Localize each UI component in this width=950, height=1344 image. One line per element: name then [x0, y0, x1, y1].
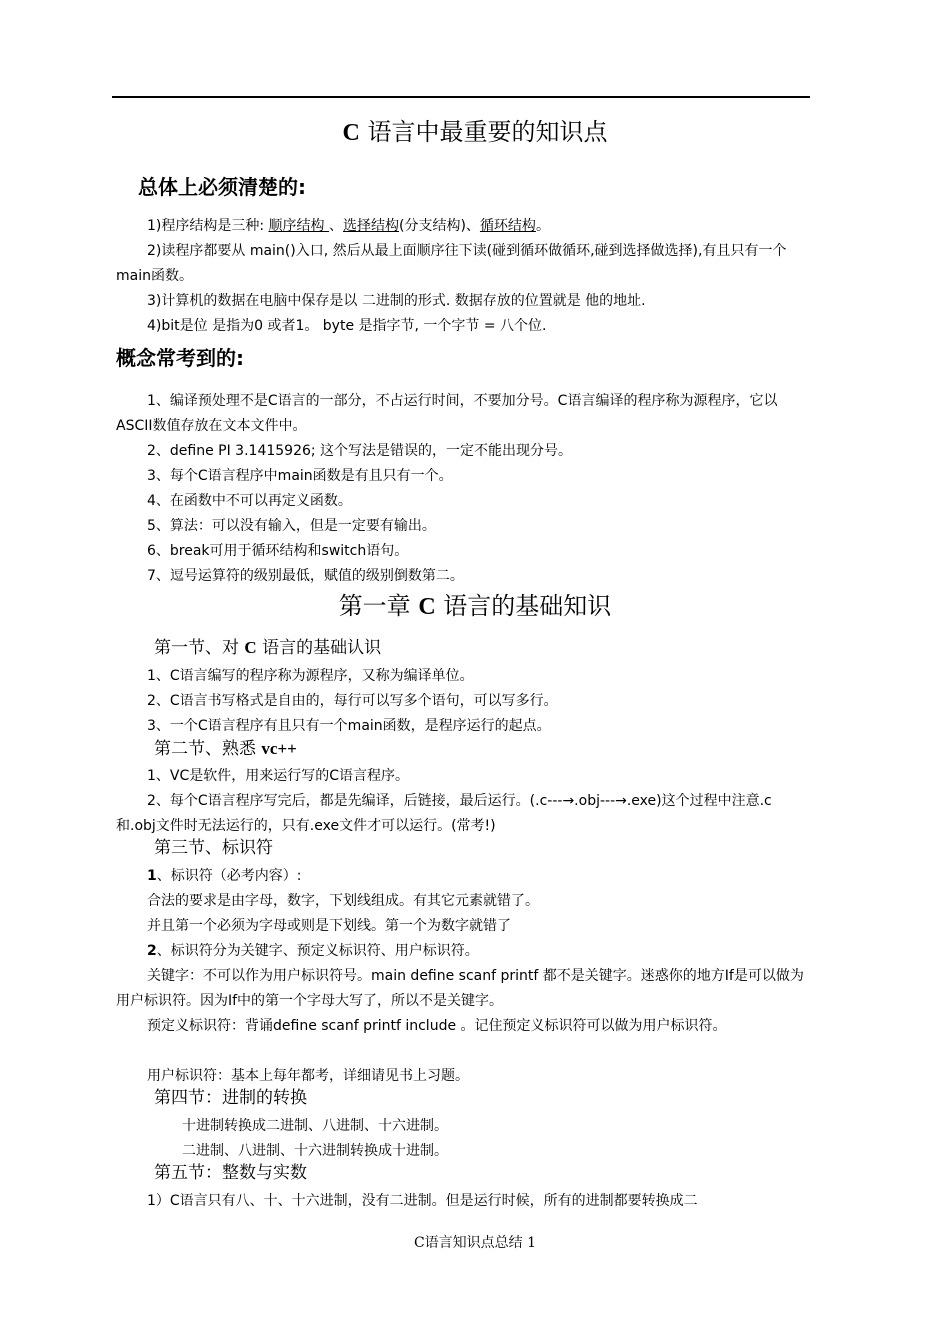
overall-p3: 3)计算机的数据在电脑中保存是以 二进制的形式. 数据存放的位置就是 他的地址.: [147, 293, 646, 309]
s1-item-3: 3、一个C语言程序有且只有一个main函数，是程序运行的起点。: [147, 718, 551, 734]
page-title: C 语言中最重要的知识点: [342, 118, 608, 146]
s3-sub-1: 1、标识符（必考内容）:: [147, 868, 302, 884]
s2-item-1: 1、VC是软件，用来运行写的C语言程序。: [147, 768, 410, 784]
s1-item-1: 1、C语言编写的程序称为源程序，又称为编译单位。: [147, 668, 474, 684]
concept-item-5: 5、算法：可以没有输入，但是一定要有输出。: [147, 518, 436, 534]
section-4-heading: 第四节：进制的转换: [154, 1088, 307, 1108]
concepts-heading: 概念常考到的:: [116, 346, 244, 370]
overall-p1: 1)程序结构是三种: 顺序结构 、选择结构(分支结构)、循环结构。: [147, 218, 550, 234]
page-footer: C语言知识点总结 1: [413, 1235, 537, 1251]
concept-item-3: 3、每个C语言程序中main函数是有且只有一个。: [147, 468, 453, 484]
section-2-heading: 第二节、熟悉 vc++: [154, 739, 297, 759]
concept-item-1: 1、编译预处理不是C语言的一部分，不占运行时间，不要加分号。C语言编译的程序称为源程序，它以ASCII数值存放在文本文件中。: [116, 393, 778, 434]
header-rule: [112, 96, 810, 98]
concept-item-4: 4、在函数中不可以再定义函数。: [147, 493, 352, 509]
s3-line-1: 合法的要求是由字母，数字，下划线组成。有其它元素就错了。: [147, 893, 539, 909]
overall-p4: 4)bit是位 是指为0 或者1。 byte 是指字节, 一个字节 = 八个位.: [147, 318, 547, 334]
s4-line-1: 十进制转换成二进制、八进制、十六进制。: [182, 1118, 448, 1134]
section-1-heading: 第一节、对 C 语言的基础认识: [154, 638, 382, 658]
overall-p2: 2)读程序都要从 main()入口, 然后从最上面顺序往下读(碰到循环做循环,碰到选择做选择),有且只有一个main函数。: [116, 243, 787, 284]
overall-heading: 总体上必须清楚的:: [138, 175, 306, 199]
concept-item-7: 7、逗号运算符的级别最低，赋值的级别倒数第二。: [147, 568, 464, 584]
s3-keywords: 关键字：不可以作为用户标识符号。main define scanf printf 都不是关键字。迷惑你的地方If是可以做为用户标识符。因为If中的第一个字母大写了，所以不是关键字。: [116, 968, 804, 1009]
s3-predefined: 预定义标识符：背诵define scanf printf include 。记住预定义标识符可以做为用户标识符。: [147, 1018, 727, 1034]
s5-line-1: 1）C语言只有八、十、十六进制，没有二进制。但是运行时候，所有的进制都要转换成二: [147, 1193, 698, 1209]
section-5-heading: 第五节：整数与实数: [154, 1163, 307, 1183]
s1-item-2: 2、C语言书写格式是自由的，每行可以写多个语句，可以写多行。: [147, 693, 558, 709]
s2-item-2: 2、每个C语言程序写完后，都是先编译，后链接，最后运行。(.c---→.obj---→.exe)这个过程中注意.c和.obj文件时无法运行的，只有.exe文件才可以运行。(常考!): [116, 793, 772, 834]
chapter-title: 第一章 C 语言的基础知识: [338, 592, 612, 620]
s3-user: 用户标识符：基本上每年都考，详细请见书上习题。: [147, 1068, 469, 1084]
s3-sub-2: 2、标识符分为关键字、预定义标识符、用户标识符。: [147, 943, 479, 959]
concept-item-6: 6、break可用于循环结构和switch语句。: [147, 543, 409, 559]
section-3-heading: 第三节、标识符: [154, 838, 273, 858]
s4-line-2: 二进制、八进制、十六进制转换成十进制。: [182, 1143, 448, 1159]
s3-line-2: 并且第一个必须为字母或则是下划线。第一个为数字就错了: [147, 918, 511, 934]
concept-item-2: 2、define PI 3.1415926; 这个写法是错误的，一定不能出现分号。: [147, 443, 573, 459]
